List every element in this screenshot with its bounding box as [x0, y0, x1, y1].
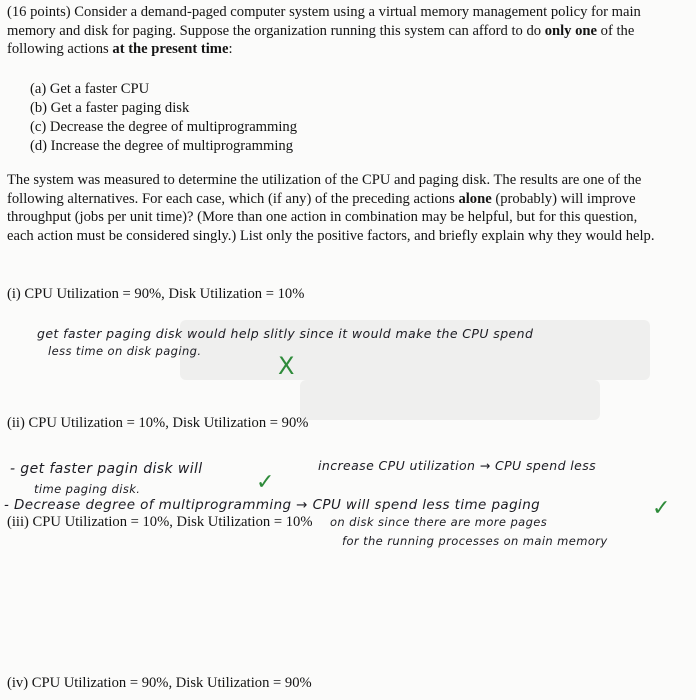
- option-d: (d) Increase the degree of multiprogramming: [30, 138, 293, 154]
- case-iv-label: (iv) CPU Utilization = 90%, Disk Utilization = 90%: [7, 675, 312, 691]
- answer-ii-line3: - Decrease degree of multiprogramming → CPU will spend less time paging: [4, 497, 541, 513]
- option-c: (c) Decrease the degree of multiprogramming: [30, 119, 298, 135]
- answer-ii-line1b: increase CPU utilization → CPU spend less: [318, 458, 597, 473]
- question-intro: (16 points) Consider a demand-paged computer system using a virtual memory management policy for main memory and disk for paging. Suppose the organization running this system can afford to do only one of the following actions at the present time:: [7, 4, 641, 57]
- answer-ii-line1a: - get faster pagin disk will: [10, 461, 203, 477]
- scan-smudge: [300, 380, 600, 420]
- case-i-label: (i) CPU Utilization = 90%, Disk Utilization = 10%: [7, 286, 305, 302]
- answer-ii-line2: time paging disk.: [34, 482, 141, 496]
- correct-mark: ✓: [652, 496, 671, 521]
- case-iii-label: (iii) CPU Utilization = 10%, Disk Utilization = 10%: [7, 514, 313, 530]
- answer-ii-line5: for the running processes on main memory: [342, 534, 608, 548]
- answer-ii-line4: on disk since there are more pages: [330, 515, 548, 529]
- correct-mark: ✓: [256, 470, 275, 495]
- option-a: (a) Get a faster CPU: [30, 81, 150, 97]
- wrong-mark: X: [278, 352, 295, 380]
- question-body: The system was measured to determine the utilization of the CPU and paging disk. The results are one of the following alternatives. For each case, which (if any) of the preceding actions alone (probably) will improve throughput (jobs per unit time)? (More than one action in combination may be helpful, but for this question, each action must be considered singly.) List only the positive factors, and briefly explain why they would help.: [7, 172, 655, 244]
- option-b: (b) Get a faster paging disk: [30, 100, 190, 116]
- action-options-list: [30, 80, 297, 156]
- answer-i-line2: less time on disk paging.: [48, 344, 202, 358]
- answer-i-line1: get faster paging disk would help slitly since it would make the CPU spend: [37, 326, 534, 341]
- case-ii-label: (ii) CPU Utilization = 10%, Disk Utilization = 90%: [7, 415, 309, 431]
